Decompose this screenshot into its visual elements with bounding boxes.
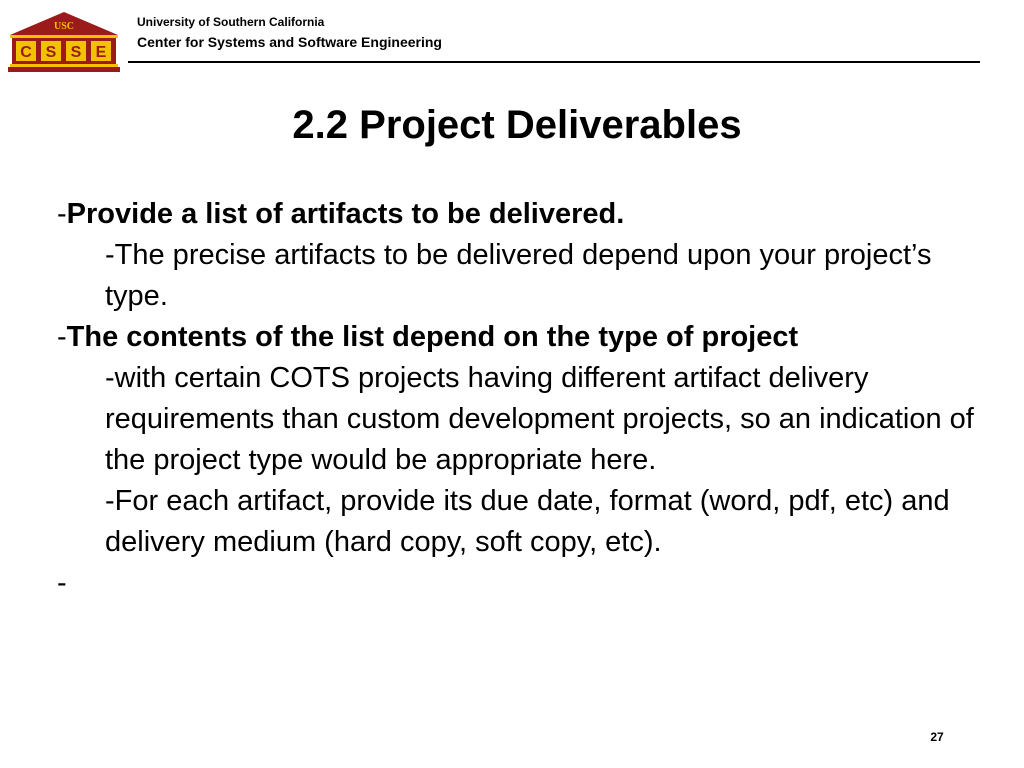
logo-usc-text: USC [53,21,75,32]
header-affiliation [137,15,442,51]
header-divider [128,61,980,63]
logo-letter-3: S [70,44,82,61]
csse-logo [8,10,120,74]
header-center: Center for Systems and Software Engineering [137,34,442,50]
header-university: University of Southern California [137,15,325,29]
bullet-text: Provide a list of artifacts to be delivered. [66,198,625,230]
sub-bullet-1-1: -The precise artifacts to be delivered depend upon your project’s type. [105,239,932,312]
logo-step-1 [10,64,118,67]
bullet-dash: - [57,321,67,353]
logo-step-2 [8,67,120,72]
bullet-item-2 [57,317,997,358]
page-number: 27 [930,730,944,744]
bullet-dash: - [57,198,67,230]
logo-letter-2: S [45,44,57,61]
logo-letter-4: E [95,44,107,61]
sub-bullet-2-1: -with certain COTS projects having different artifact delivery requirements than custom development projects, so an indication of the project type would be appropriate here. [105,362,974,476]
slide-body [57,194,997,604]
sub-bullet-2-2: -For each artifact, provide its due date, format (word, pdf, etc) and delivery medium (hard copy, soft copy, etc). [105,485,950,558]
slide-title: 2.2 Project Deliverables [292,103,742,147]
bullet-item-3 [57,563,997,604]
bullet-dash: - [57,567,67,599]
bullet-item-1 [57,194,997,235]
bullet-text: The contents of the list depend on the type of project [66,321,799,353]
logo-letter-1: C [20,44,32,61]
logo-beam [10,35,118,38]
